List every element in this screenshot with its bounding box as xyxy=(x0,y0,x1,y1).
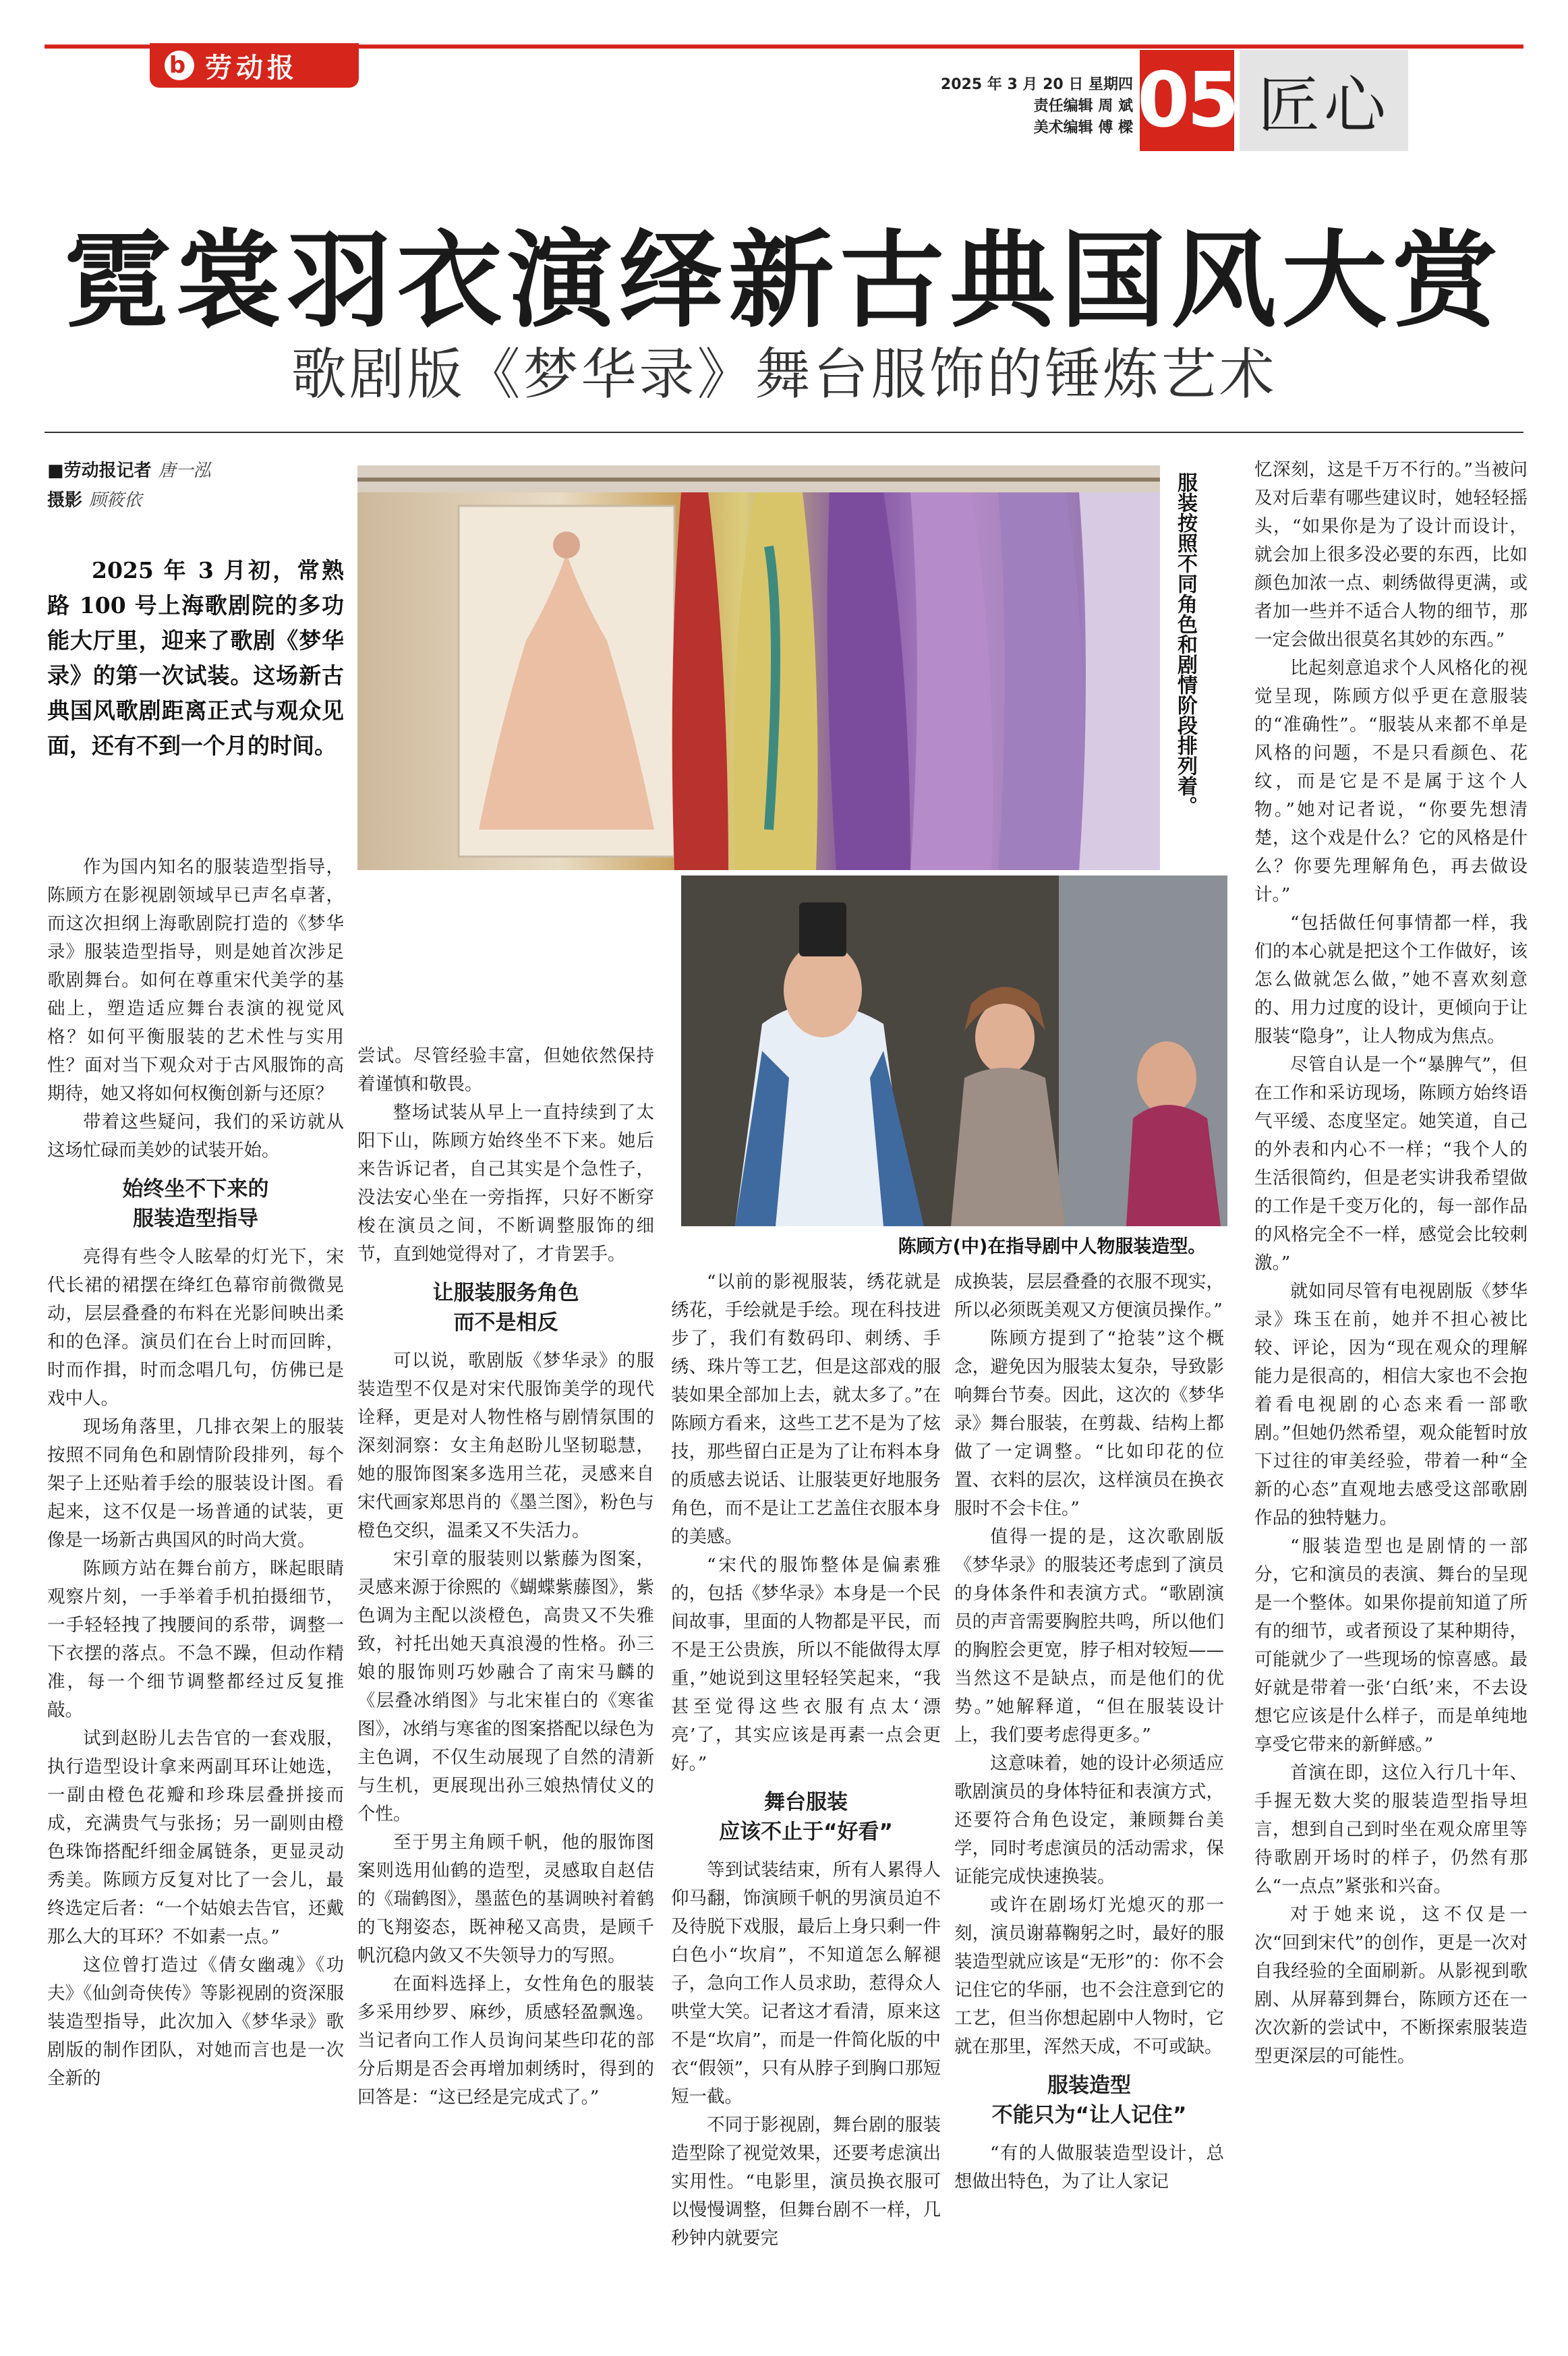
paragraph: 忆深刻，这是千万不行的。”当被问及对后辈有哪些建议时，她轻轻摇头，“如果你是为了设计而设计，就会加上很多没必要的东西，比如颜色加浓一点、刺绣做得更满，或者加一些并不适合人物的细节，那一定会做出很莫名其妙的东西。” xyxy=(1254,459,1528,650)
paragraph: “有的人做服装造型设计，总想做出特色，为了让人家记 xyxy=(954,2143,1224,2192)
paragraph: 不同于影视剧，舞台剧的服装造型除了视觉效果，还要考虑演出实用性。“电影里，演员换衣服可以慢慢调整，但舞台剧不一样，几秒钟内就要完 xyxy=(671,2115,941,2249)
paragraph: 可以说，歌剧版《梦华录》的服装造型不仅是对宋代服饰美学的现代诠释，更是对人物性格与剧情氛围的深刻洞察：女主角赵盼儿坚韧聪慧，她的服饰图案多选用兰花，灵感来自宋代画家郑思肖的《墨兰图》，粉色与橙色交织，温柔又不失活力。 xyxy=(357,1350,654,1541)
paper-logo xyxy=(150,43,359,88)
costume-racks-illustration xyxy=(357,465,1160,870)
paragraph: 成换装，层层叠叠的衣服不现实，所以必须既美观又方便演员操作。” xyxy=(954,1271,1224,1321)
section-heading: 服装造型 不能只为“让人记住” xyxy=(991,2073,1187,2127)
paragraph: 作为国内知名的服装造型指导，陈顾方在影视剧领域早已声名卓著，而这次担纲上海歌剧院打造的《梦华录》服装造型指导，则是她首次涉足歌剧舞台。如何在尊重宋代美学的基础上，塑造适应舞台表演的视觉风格？如何平衡服装的艺术性与实用性？面对当下观众对于古风服饰的高期待，她又将如何权衡创新与还原？ xyxy=(47,857,344,1104)
paragraph: 陈顾方站在舞台前方，眯起眼睛观察片刻，一手举着手机拍摄细节，一手轻轻拽了拽腰间的系带，调整一下衣摆的落点。不急不躁，但动作精准，每一个细节调整都经过反复推敲。 xyxy=(47,1558,344,1721)
lead-paragraph: 2025 年 3 月初，常熟路 100 号上海歌剧院的多功能大厅里，迎来了歌剧《梦华录》的第一次试装。这场新古典国风歌剧距离正式与观众见面，还有不到一个月的时间。 xyxy=(47,557,344,759)
paragraph: 带着这些疑问，我们的采访就从这场忙碌而美妙的试装开始。 xyxy=(47,1112,344,1161)
paragraph: 试到赵盼儿去告官的一套戏服，执行造型设计拿来两副耳环让她选，一副由橙色花瓣和珍珠层叠拼接而成，充满贵气与张扬；另一副则由橙色珠饰搭配纤细金属链条，更显灵动秀美。陈顾方反复对比了一会儿，最终选定后者：“一个姑娘去告官，还戴那么大的耳环？不如素一点。” xyxy=(47,1728,344,1947)
paragraph: “服装造型也是剧情的一部分，它和演员的表演、舞台的呈现是一个整体。如果你提前知道了所有的细节，或者预设了某种期待，可能就少了一些现场的惊喜感。最好就是带着一张‘白纸’来，不去设想它应该是什么样子，而是单纯地享受它带来的新鲜感。” xyxy=(1254,1536,1528,1755)
photo-costume-fitting xyxy=(681,875,1227,1226)
paragraph: 值得一提的是，这次歌剧版《梦华录》的服装还考虑到了演员的身体条件和表演方式。“歌剧演员的声音需要胸腔共鸣，所以他们的胸腔会更宽，脖子相对较短——当然这不是缺点，而是他们的优势。”她解释道，“但在服装设计上，我们要考虑得更多。” xyxy=(954,1526,1224,1746)
photo1-caption: 服装按照不同角色和剧情阶段排列着。 xyxy=(1173,472,1197,816)
section-heading: 让服装服务角色 而不是相反 xyxy=(432,1281,579,1335)
section-heading: 始终坐不下来的 服装造型指导 xyxy=(122,1177,269,1231)
paragraph: 亮得有些令人眩晕的灯光下，宋代长裙的裙摆在绛红色幕帘前微微晃动，层层叠叠的布料在光影间映出柔和的色泽。演员们在台上时而回眸，时而作揖，时而念唱几句，仿佛已是戏中人。 xyxy=(47,1246,344,1409)
section-name: 匠心 xyxy=(1240,50,1408,151)
paragraph: 等到试装结束，所有人累得人仰马翻，饰演顾千帆的男演员迫不及待脱下戏服，最后上身只剩一件白色小“坎肩”，不知道怎么解褪子，急向工作人员求助，惹得众人哄堂大笑。记者这才看清，原来这不是“坎肩”，而是一件简化版的中衣“假领”，只有从脖子到胸口那短短一截。 xyxy=(671,1860,941,2107)
section-heading: 舞台服装 应该不止于“好看” xyxy=(719,1790,893,1844)
byline xyxy=(47,456,344,515)
paragraph: 或许在剧场灯光熄灭的那一刻，演员谢幕鞠躬之时，最好的服装造型就应该是“无形”的：你不会记住它的华丽，也不会注意到它的工艺，但当你想起剧中人物时，它就在那里，浑然天成，不可或缺。 xyxy=(954,1895,1224,2057)
reporter-name: 唐一泓 xyxy=(158,461,211,481)
page-number: 05 xyxy=(1140,50,1234,151)
paragraph: 对于她来说，这不仅是一次“回到宋代”的创作，更是一次对自我经验的全面刷新。从影视到歌剧、从屏幕到舞台，陈顾方还在一次次新的尝试中，不断探索服装造型更深层的可能性。 xyxy=(1254,1904,1528,2067)
paragraph: 至于男主角顾千帆，他的服饰图案则选用仙鹤的造型，灵感取自赵佶的《瑞鹤图》，墨蓝色的基调映衬着鹤的飞翔姿态，既神秘又高贵，是顾千帆沉稳内敛又不失领导力的写照。 xyxy=(357,1832,654,1966)
column-5 xyxy=(1254,456,1528,2071)
issue-date: 2025 年 3 月 20 日 星期四 xyxy=(940,76,1133,93)
issue-meta xyxy=(877,74,1133,139)
paragraph: “以前的影视服装，绣花就是绣花，手绘就是手绘。现在科技进步了，我们有数码印、刺绣、手绣、珠片等工艺，但是这部戏的服装如果全部加上去，就太多了。”在陈顾方看来，这些工艺不是为了炫技，那些留白正是为了让布料本身的质感去说话、让服装更好地服务角色，而不是让工艺盖住衣服本身的美感。 xyxy=(671,1271,941,1547)
reporter-label: ■劳动报记者 xyxy=(47,461,152,481)
paragraph: 在面料选择上，女性角色的服装多采用纱罗、麻纱，质感轻盈飘逸。当记者向工作人员询问某些印花的部分后期是否会再增加刺绣时，得到的回答是：“这已经是完成式了。” xyxy=(357,1974,654,2108)
photographer-name: 顾筱依 xyxy=(89,490,142,511)
paper-name: 劳动报 xyxy=(205,52,298,84)
paragraph: 陈顾方提到了“抢装”这个概念，避免因为服装太复杂，导致影响舞台节奏。因此，这次的《梦华录》舞台服装，在剪裁、结构上都做了一定调整。“比如印花的位置、衣料的层次，这样演员在换衣服时不会卡住。” xyxy=(954,1328,1224,1519)
paragraph: “宋代的服饰整体是偏素雅的，包括《梦华录》本身是一个民间故事，里面的人物都是平民，而不是王公贵族，所以不能做得太厚重，”她说到这里轻轻笑起来，“我甚至觉得这些衣服有点太‘漂亮’了，其实应该是再素一点会更好。” xyxy=(671,1555,941,1774)
paragraph: 尽管自认是一个“暴脾气”，但在工作和采访现场，陈顾方始终语气平缓、态度坚定。她笑道，自己的外表和内心不一样；“我个人的生活很简约，但是老实讲我希望做的工作是千变万化的，每一部作品的风格完全不一样，感觉会比较刺激。” xyxy=(1254,1054,1528,1273)
paragraph: 尝试。尽管经验丰富，但她依然保持着谨慎和敬畏。 xyxy=(357,1045,654,1095)
paragraph: 首演在即，这位入行几十年、手握无数大奖的服装造型指导坦言，想到自己到时坐在观众席里等待歌剧开场时的样子，仍然有那么“一点点”紧张和兴奋。 xyxy=(1254,1762,1528,1897)
column-3 xyxy=(671,1268,941,2253)
editor-credit: 责任编辑 周 斌 xyxy=(1033,98,1133,115)
photo2-caption: 陈顾方(中)在指导剧中人物服装造型。 xyxy=(898,1236,1207,1257)
logo-mark-icon: b xyxy=(165,51,194,80)
column-4 xyxy=(954,1268,1224,2196)
fitting-illustration xyxy=(681,875,1227,1226)
paragraph: 整场试装从早上一直持续到了太阳下山，陈顾方始终坐不下来。她后来告诉记者，自己其实是个急性子，没法安心坐在一旁指挥，只好不断穿梭在演员之间，不断调整服饰的细节，直到她觉得对了，才肯罢手。 xyxy=(357,1102,654,1265)
subheadline: 歌剧版《梦华录》舞台服饰的锤炼艺术 xyxy=(291,343,1277,407)
paragraph: 比起刻意追求个人风格化的视觉呈现，陈顾方似乎更在意服装的“准确性”。“服装从来都不单是风格的问题，不是只看颜色、花纹，而是它是不是属于这个人物。”她对记者说，“你要先想清楚，这个戏是什么？它的风格是什么？你要先理解角色，再去做设计。” xyxy=(1254,658,1528,905)
paragraph: “包括做任何事情都一样，我们的本心就是把这个工作做好，该怎么做就怎么做，”她不喜欢刻意的、用力过度的设计，更倾向于让服装“隐身”，让人物成为焦点。 xyxy=(1254,913,1528,1047)
photo-costume-racks xyxy=(357,465,1160,870)
photo-label: 摄影 xyxy=(47,490,83,511)
paragraph: 现场角落里，几排衣架上的服装按照不同角色和剧情阶段排列，每个架子上还贴着手绘的服装设计图。看起来，这不仅是一场普通的试装，更像是一场新古典国风的时尚大赏。 xyxy=(47,1416,344,1551)
column-2 xyxy=(357,1042,654,2112)
headline-divider xyxy=(45,432,1523,433)
paragraph: 这位曾打造过《倩女幽魂》《功夫》《仙剑奇侠传》等影视剧的资深服装造型指导，此次加入《梦华录》歌剧版的制作团队，对她而言也是一次全新的 xyxy=(47,1955,344,2089)
paragraph: 就如同尽管有电视剧版《梦华录》珠玉在前，她并不担心被比较、评论，因为“现在观众的理解能力是很高的，相信大家也不会抱着看电视剧的心态来看一部歌剧。”但她仍然希望，观众能暂时放下过往的审美经验，带着一种“全新的心态”直观地去感受这部歌剧作品的独特魅力。 xyxy=(1254,1281,1528,1528)
paragraph: 这意味着，她的设计必须适应歌剧演员的身体特征和表演方式，还要符合角色设定，兼顾舞台美学，同时考虑演员的活动需求，保证能完成快速换装。 xyxy=(954,1753,1224,1887)
paragraph: 宋引章的服装则以紫藤为图案，灵感来源于徐熙的《蝴蝶紫藤图》，紫色调为主配以淡橙色，高贵又不失雅致，衬托出她天真浪漫的性格。孙三娘的服饰则巧妙融合了南宋马麟的《层叠冰绡图》与北宋崔白的《寒雀图》，冰绡与寒雀的图案搭配以绿色为主色调，不仅生动展现了自然的清新与生机，更展现出孙三娘热情仗义的个性。 xyxy=(357,1549,654,1825)
column-1 xyxy=(47,853,344,2093)
headline: 霓裳羽衣演绎新古典国风大赏 xyxy=(65,219,1503,342)
art-editor-credit: 美术编辑 傅 樑 xyxy=(1033,119,1133,136)
